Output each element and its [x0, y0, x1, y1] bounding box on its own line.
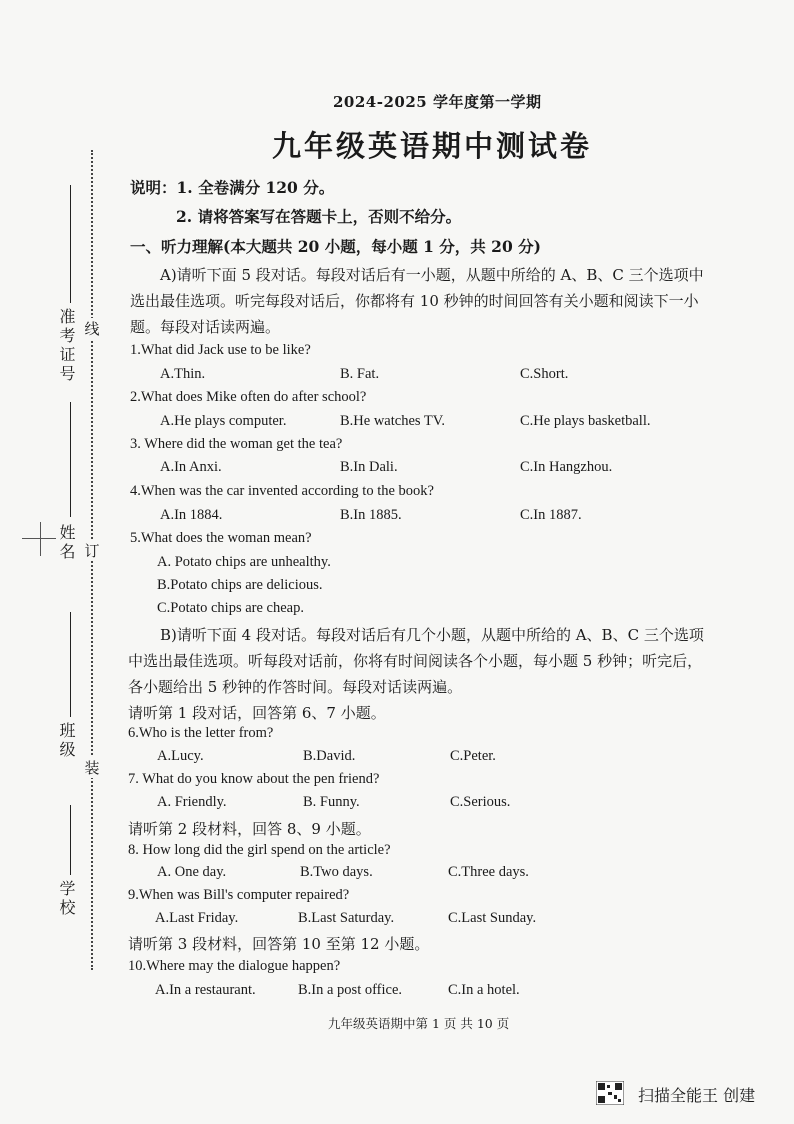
note-2: 2. 请将答案写在答题卡上，否则不给分。: [176, 207, 462, 226]
dialogue-3-instruction: 请听第 3 段材料，回答第 10 至第 12 小题。: [128, 935, 430, 953]
question-2-option-a: A.He plays computer.: [160, 413, 287, 429]
question-4-stem: 4.When was the car invented according to the book?: [130, 483, 434, 499]
binding-ding: 订: [84, 542, 100, 560]
name-label: 姓名: [57, 524, 76, 562]
section-1-title: 一、听力理解(本大题共 20 小题，每小题 1 分，共 20 分): [130, 237, 541, 256]
binding-tick-mark: [40, 522, 41, 556]
class-blank-line: [70, 612, 71, 717]
question-8-option-c: C.Three days.: [448, 864, 529, 880]
question-6-option-c: C.Peter.: [450, 748, 496, 764]
question-6-stem: 6.Who is the letter from?: [128, 725, 274, 741]
binding-zhuang: 装: [84, 759, 100, 777]
question-3-stem: 3. Where did the woman get the tea?: [130, 436, 343, 452]
part-b-instruction-line2: 中选出最佳选项。听每段对话前，你将有时间阅读各个小题，每小题 5 秒钟；听完后，: [128, 652, 703, 670]
question-5-option-a: A. Potato chips are unhealthy.: [157, 554, 331, 570]
question-10-option-a: A.In a restaurant.: [155, 982, 256, 998]
binding-tick-mark: [22, 538, 56, 539]
question-3-option-c: C.In Hangzhou.: [520, 459, 613, 475]
qr-code-icon: [596, 1081, 624, 1105]
school-blank-line: [70, 805, 71, 875]
question-7-option-c: C.Serious.: [450, 794, 511, 810]
question-3-option-b: B.In Dali.: [340, 459, 398, 475]
question-1-option-a: A.Thin.: [160, 366, 206, 382]
question-4-option-c: C.In 1887.: [520, 507, 582, 523]
part-a-instruction-line3: 题。每段对话读两遍。: [130, 318, 281, 336]
question-8-option-a: A. One day.: [157, 864, 227, 880]
question-8-stem: 8. How long did the girl spend on the article?: [128, 842, 391, 858]
class-label: 班级: [57, 722, 76, 760]
page-footer: 九年级英语期中第 1 页 共 10 页: [328, 1016, 510, 1031]
question-9-stem: 9.When was Bill's computer repaired?: [128, 887, 350, 903]
exam-no-blank-line: [70, 185, 71, 303]
question-10-option-b: B.In a post office.: [298, 982, 403, 998]
binding-xian: 线: [84, 320, 100, 338]
note-1: 说明：1. 全卷满分 120 分。: [130, 178, 335, 197]
question-5-stem: 5.What does the woman mean?: [130, 530, 312, 546]
part-a-instruction-line1: A)请听下面 5 段对话。每段对话后有一小题，从题中所给的 A、B、C 三个选项中: [160, 266, 704, 284]
question-1-option-b: B. Fat.: [340, 366, 380, 382]
question-6-option-a: A.Lucy.: [157, 748, 204, 764]
part-a-instruction-line2: 选出最佳选项。听完每段对话后，你都将有 10 秒钟的时间回答有关小题和阅读下一小: [130, 292, 699, 310]
question-3-option-a: A.In Anxi.: [160, 459, 222, 475]
dialogue-1-instruction: 请听第 1 段对话，回答第 6、7 小题。: [128, 704, 386, 722]
school-label: 学校: [57, 880, 76, 918]
page-title: 九年级英语期中测试卷: [272, 129, 593, 163]
question-9-option-b: B.Last Saturday.: [298, 910, 395, 926]
question-5-option-c: C.Potato chips are cheap.: [157, 600, 304, 616]
part-b-instruction-line1: B)请听下面 4 段对话。每段对话后有几个小题，从题中所给的 A、B、C 三个选项: [160, 626, 704, 644]
question-7-option-b: B. Funny.: [303, 794, 360, 810]
question-8-option-b: B.Two days.: [300, 864, 373, 880]
question-2-option-c: C.He plays basketball.: [520, 413, 651, 429]
question-1-stem: 1.What did Jack use to be like?: [130, 342, 311, 358]
question-9-option-a: A.Last Friday.: [155, 910, 239, 926]
exam-no-label: 准考证号: [57, 308, 76, 384]
question-5-option-b: B.Potato chips are delicious.: [157, 577, 323, 593]
camscanner-watermark: 扫描全能王 创建: [638, 1086, 756, 1105]
question-10-stem: 10.Where may the dialogue happen?: [128, 958, 341, 974]
dialogue-2-instruction: 请听第 2 段材料，回答 8、9 小题。: [128, 820, 371, 838]
question-9-option-c: C.Last Sunday.: [448, 910, 537, 926]
name-blank-line: [70, 402, 71, 517]
school-year: 2024-2025 学年度第一学期: [333, 93, 542, 111]
question-7-option-a: A. Friendly.: [157, 794, 227, 810]
question-4-option-b: B.In 1885.: [340, 507, 402, 523]
question-1-option-c: C.Short.: [520, 366, 569, 382]
question-2-option-b: B.He watches TV.: [340, 413, 445, 429]
question-10-option-c: C.In a hotel.: [448, 982, 520, 998]
question-6-option-b: B.David.: [303, 748, 356, 764]
question-7-stem: 7. What do you know about the pen friend?: [128, 771, 380, 787]
question-2-stem: 2.What does Mike often do after school?: [130, 389, 367, 405]
question-4-option-a: A.In 1884.: [160, 507, 223, 523]
part-b-instruction-line3: 各小题给出 5 秒钟的作答时间。每段对话读两遍。: [128, 678, 463, 696]
